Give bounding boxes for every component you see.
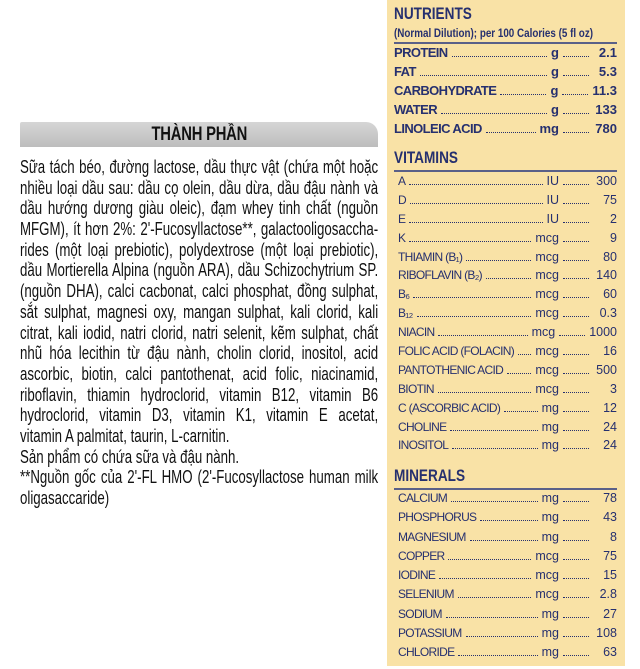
nutrient-value: 3: [610, 381, 617, 396]
divider: [394, 488, 617, 490]
minerals-row: [394, 645, 617, 664]
vitamins-row: [394, 401, 617, 420]
vitamins-row: [394, 231, 617, 250]
minerals-list: [394, 491, 617, 665]
nutrient-name: B₆: [398, 287, 410, 302]
nutrient-unit: mcg: [535, 587, 559, 602]
vitamins-row: [394, 438, 617, 457]
ingredients-line: (nguồn DHA), calci cacbonat, calci phosphat, đồng sulphat,: [20, 281, 379, 302]
nutrient-value: 0.3: [599, 306, 617, 321]
dot-leader: [452, 56, 547, 57]
minerals-row: [394, 530, 617, 549]
nutrient-value: 75: [603, 192, 617, 207]
nutrient-value: 15: [603, 568, 617, 583]
nutrient-name: FAT: [394, 64, 416, 79]
dot-leader: [413, 297, 531, 298]
nutrient-unit: mg: [541, 529, 559, 544]
nutrient-name: SODIUM: [398, 606, 442, 621]
nutrient-unit: g: [550, 83, 559, 98]
nutrient-value: 2.8: [599, 587, 617, 602]
dot-leader: [458, 655, 537, 656]
dot-leader: [446, 617, 538, 618]
dot-leader: [451, 501, 538, 502]
nutrient-unit: mcg: [535, 362, 559, 377]
nutrient-value: 8: [610, 529, 617, 544]
dot-leader: [507, 373, 531, 374]
nutrient-value: 2: [610, 211, 617, 226]
minerals-title: MINERALS: [394, 466, 466, 485]
nutrient-unit: IU: [546, 211, 559, 226]
dot-leader: [563, 184, 589, 185]
dot-leader: [563, 260, 589, 261]
minerals-row: [394, 626, 617, 645]
nutrients-title: NUTRIENTS: [394, 4, 472, 23]
vitamins-row: [394, 193, 617, 212]
dot-leader: [563, 540, 589, 541]
dot-leader: [486, 278, 531, 279]
dot-leader: [409, 241, 531, 242]
dot-leader: [563, 597, 589, 598]
dot-leader: [563, 578, 589, 579]
dot-leader: [439, 578, 531, 579]
nutrient-value: 43: [603, 510, 617, 525]
divider: [394, 42, 617, 44]
nutrient-name: WATER: [394, 102, 437, 117]
vitamins-row: [394, 250, 617, 269]
nutrient-name: SELENIUM: [398, 587, 454, 602]
nutrient-value: 300: [596, 174, 617, 188]
dot-leader: [409, 222, 542, 223]
dot-leader: [563, 559, 589, 560]
nutrient-unit: mcg: [535, 268, 559, 283]
minerals-row: [394, 587, 617, 606]
nutrient-value: 11.3: [592, 83, 617, 98]
dot-leader: [563, 392, 589, 393]
minerals-row: [394, 549, 617, 568]
nutrient-unit: mcg: [535, 306, 559, 321]
ingredients-line: **Nguồn gốc của 2'-FL HMO (2'-Fucosyllactose human milk: [20, 467, 379, 488]
nutrient-unit: mcg: [535, 344, 559, 359]
nutrient-unit: mcg: [535, 381, 559, 396]
dot-leader: [563, 75, 589, 76]
dot-leader: [563, 132, 589, 133]
minerals-row: [394, 568, 617, 587]
vitamins-row: [394, 344, 617, 363]
nutrient-unit: mg: [541, 645, 559, 660]
nutrient-unit: mcg: [535, 568, 559, 583]
dot-leader: [563, 636, 589, 637]
nutrient-name: THIAMIN (B₁): [398, 249, 463, 264]
nutrient-value: 140: [596, 268, 617, 283]
nutrient-unit: mg: [541, 626, 559, 641]
nutrient-name: CHLORIDE: [398, 645, 455, 660]
nutrient-name: E: [398, 211, 406, 226]
nutrients-row: [394, 102, 617, 121]
dot-leader: [563, 56, 589, 57]
ingredients-line: Sản phẩm có chứa sữa và đậu nành.: [20, 446, 240, 467]
minerals-row: [394, 607, 617, 626]
nutrient-value: 2.1: [598, 45, 617, 60]
vitamins-row: [394, 287, 617, 306]
nutrient-name: CALCIUM: [398, 491, 448, 505]
nutrient-unit: mcg: [535, 287, 559, 302]
ingredients-line: Sữa tách béo, đường lactose, dầu thực vật (chứa một hoặc: [20, 157, 379, 177]
nutrient-unit: g: [551, 64, 559, 79]
dot-leader: [486, 132, 536, 133]
nutrient-value: 75: [603, 548, 617, 563]
dot-leader: [563, 203, 589, 204]
dot-leader: [504, 411, 538, 412]
vitamins-list: [394, 174, 617, 457]
ingredients-line: MFGM), ít hơn 2%: 2'-Fucosyllactose**, galactooligosaccha-: [20, 219, 379, 240]
dot-leader: [563, 354, 589, 355]
nutrient-unit: mg: [541, 400, 559, 415]
nutrient-value: 1000: [589, 325, 617, 340]
nutrient-value: 63: [603, 645, 617, 660]
vitamins-row: [394, 325, 617, 344]
dot-leader: [562, 94, 588, 95]
nutrient-name: MAGNESIUM: [398, 529, 466, 544]
dot-leader: [448, 559, 531, 560]
dot-leader: [563, 278, 589, 279]
dot-leader: [458, 597, 532, 598]
nutrient-name: NIACIN: [398, 325, 435, 340]
dot-leader: [410, 203, 543, 204]
dot-leader: [563, 430, 589, 431]
nutrient-name: POTASSIUM: [398, 626, 462, 641]
nutrient-name: K: [398, 230, 406, 245]
nutrient-value: 16: [603, 344, 617, 359]
nutrient-value: 9: [610, 230, 617, 245]
vitamins-title: VITAMINS: [394, 148, 458, 167]
nutrient-unit: mcg: [535, 230, 559, 245]
dot-leader: [452, 448, 537, 449]
nutrient-name: LINOLEIC ACID: [394, 121, 482, 136]
dot-leader: [563, 501, 589, 502]
nutrients-list: [394, 45, 617, 140]
nutrient-unit: mg: [541, 606, 559, 621]
ingredients-line: riboflavin, thiamin hydroclorid, vitamin B12, vitamin B6: [20, 384, 379, 405]
dot-leader: [563, 411, 589, 412]
divider: [394, 170, 617, 172]
nutrient-value: 27: [603, 606, 617, 621]
nutrient-name: PHOSPHORUS: [398, 510, 477, 525]
nutrient-unit: mcg: [535, 548, 559, 563]
nutrient-value: 5.3: [598, 64, 617, 79]
nutrients-row: [394, 45, 617, 64]
vitamins-row: [394, 382, 617, 401]
ingredients-line: nhũ hóa lecithin từ đậu nành, cholin clorid, inositol, acid: [20, 343, 379, 364]
nutrient-unit: mg: [541, 510, 559, 525]
dot-leader: [450, 430, 537, 431]
nutrient-name: BIOTIN: [398, 381, 434, 396]
dot-leader: [438, 335, 527, 336]
nutrient-name: CARBOHYDRATE: [394, 83, 497, 98]
ingredients-text: [20, 157, 378, 509]
vitamins-row: [394, 212, 617, 231]
dot-leader: [563, 241, 589, 242]
nutrient-value: 780: [595, 121, 617, 136]
dot-leader: [563, 655, 589, 656]
nutrient-value: 80: [603, 249, 617, 264]
ingredients-header: [20, 122, 378, 147]
nutrient-name: PROTEIN: [394, 45, 448, 60]
dot-leader: [563, 297, 589, 298]
dot-leader: [500, 94, 546, 95]
nutrient-name: B₁₂: [398, 306, 413, 321]
ingredients-line: nhiều loại dầu sau: dầu cọ olein, dầu dừa, dầu đậu nành và: [20, 177, 379, 198]
ingredients-title: THÀNH PHẦN: [151, 124, 247, 145]
ingredients-panel: [20, 122, 378, 509]
minerals-row: [394, 491, 617, 510]
nutrient-value: 78: [603, 491, 617, 505]
dot-leader: [559, 335, 585, 336]
ingredients-line: rides (một loại prebiotic), polydextrose (một loại prebiotic),: [20, 239, 379, 260]
dot-leader: [563, 113, 589, 114]
dot-leader: [417, 316, 532, 317]
nutrient-unit: g: [551, 45, 559, 60]
ingredients-line: sắt sulphat, magnesi oxy, mangan sulphat, kali clorid, kali: [20, 301, 379, 322]
nutrient-value: 108: [596, 626, 617, 641]
ingredients-line: oligasaccaride): [20, 488, 110, 508]
dot-leader: [518, 354, 531, 355]
nutrient-value: 12: [603, 400, 617, 415]
ingredients-line: vitamin A palmitat, taurin, L-carnitin.: [20, 425, 230, 446]
dot-leader: [438, 392, 532, 393]
nutrient-name: C (ASCORBIC ACID): [398, 400, 501, 415]
dot-leader: [563, 520, 589, 521]
nutrients-row: [394, 64, 617, 83]
nutrient-value: 133: [595, 102, 617, 117]
nutrients-subtitle: (Normal Dilution); per 100 Calories (5 fl oz): [394, 26, 594, 40]
dot-leader: [563, 373, 589, 374]
dot-leader: [409, 184, 542, 185]
nutrient-value: 500: [596, 362, 617, 377]
nutrient-unit: mg: [541, 419, 559, 434]
vitamins-row: [394, 363, 617, 382]
nutrient-name: PANTOTHENIC ACID: [398, 362, 504, 377]
minerals-row: [394, 510, 617, 529]
nutrient-unit: mcg: [535, 249, 559, 264]
dot-leader: [563, 316, 589, 317]
nutrients-row: [394, 83, 617, 102]
nutrient-unit: mg: [539, 121, 559, 136]
nutrient-name: RIBOFLAVIN (B₂): [398, 268, 482, 283]
nutrient-unit: mg: [541, 491, 559, 505]
vitamins-row: [394, 420, 617, 439]
nutrients-row: [394, 121, 617, 140]
ingredients-line: hydroclorid, vitamin D3, vitamin K1, vitamin E acetat,: [20, 405, 379, 426]
dot-leader: [420, 75, 547, 76]
dot-leader: [563, 222, 589, 223]
nutrient-value: 24: [603, 438, 617, 453]
nutrient-unit: mg: [541, 438, 559, 453]
vitamins-row: [394, 268, 617, 287]
nutrient-value: 60: [603, 287, 617, 302]
nutrition-facts-panel: [387, 0, 625, 666]
ingredients-line: dầu hướng dương giàu oleic), đạm whey tinh chất (nguồn: [20, 198, 379, 219]
nutrient-name: IODINE: [398, 568, 436, 583]
nutrient-name: A: [398, 174, 406, 188]
vitamins-row: [394, 174, 617, 193]
nutrient-name: INOSITOL: [398, 438, 449, 453]
nutrient-unit: mcg: [531, 325, 556, 340]
nutrient-name: CHOLINE: [398, 419, 447, 434]
dot-leader: [563, 448, 589, 449]
nutrient-unit: g: [551, 102, 559, 117]
ingredients-line: ascorbic, biotin, calci pantothenat, acid folic, niacinamid,: [20, 363, 379, 384]
nutrient-name: D: [398, 192, 406, 207]
nutrient-name: FOLIC ACID (FOLACIN): [398, 344, 515, 359]
vitamins-row: [394, 306, 617, 325]
nutrient-unit: IU: [546, 174, 559, 188]
dot-leader: [480, 520, 537, 521]
dot-leader: [441, 113, 547, 114]
ingredients-line: dầu Mortierella Alpina (nguồn ARA), dầu Schizochytrium SP.: [20, 260, 379, 281]
dot-leader: [470, 540, 538, 541]
nutrient-name: COPPER: [398, 548, 445, 563]
nutrient-unit: IU: [546, 192, 559, 207]
dot-leader: [563, 617, 589, 618]
nutrient-value: 24: [603, 419, 617, 434]
dot-leader: [466, 260, 531, 261]
dot-leader: [466, 636, 538, 637]
ingredients-line: citrat, kali iodid, natri clorid, natri selenit, kẽm sulphat, chất: [20, 322, 379, 343]
